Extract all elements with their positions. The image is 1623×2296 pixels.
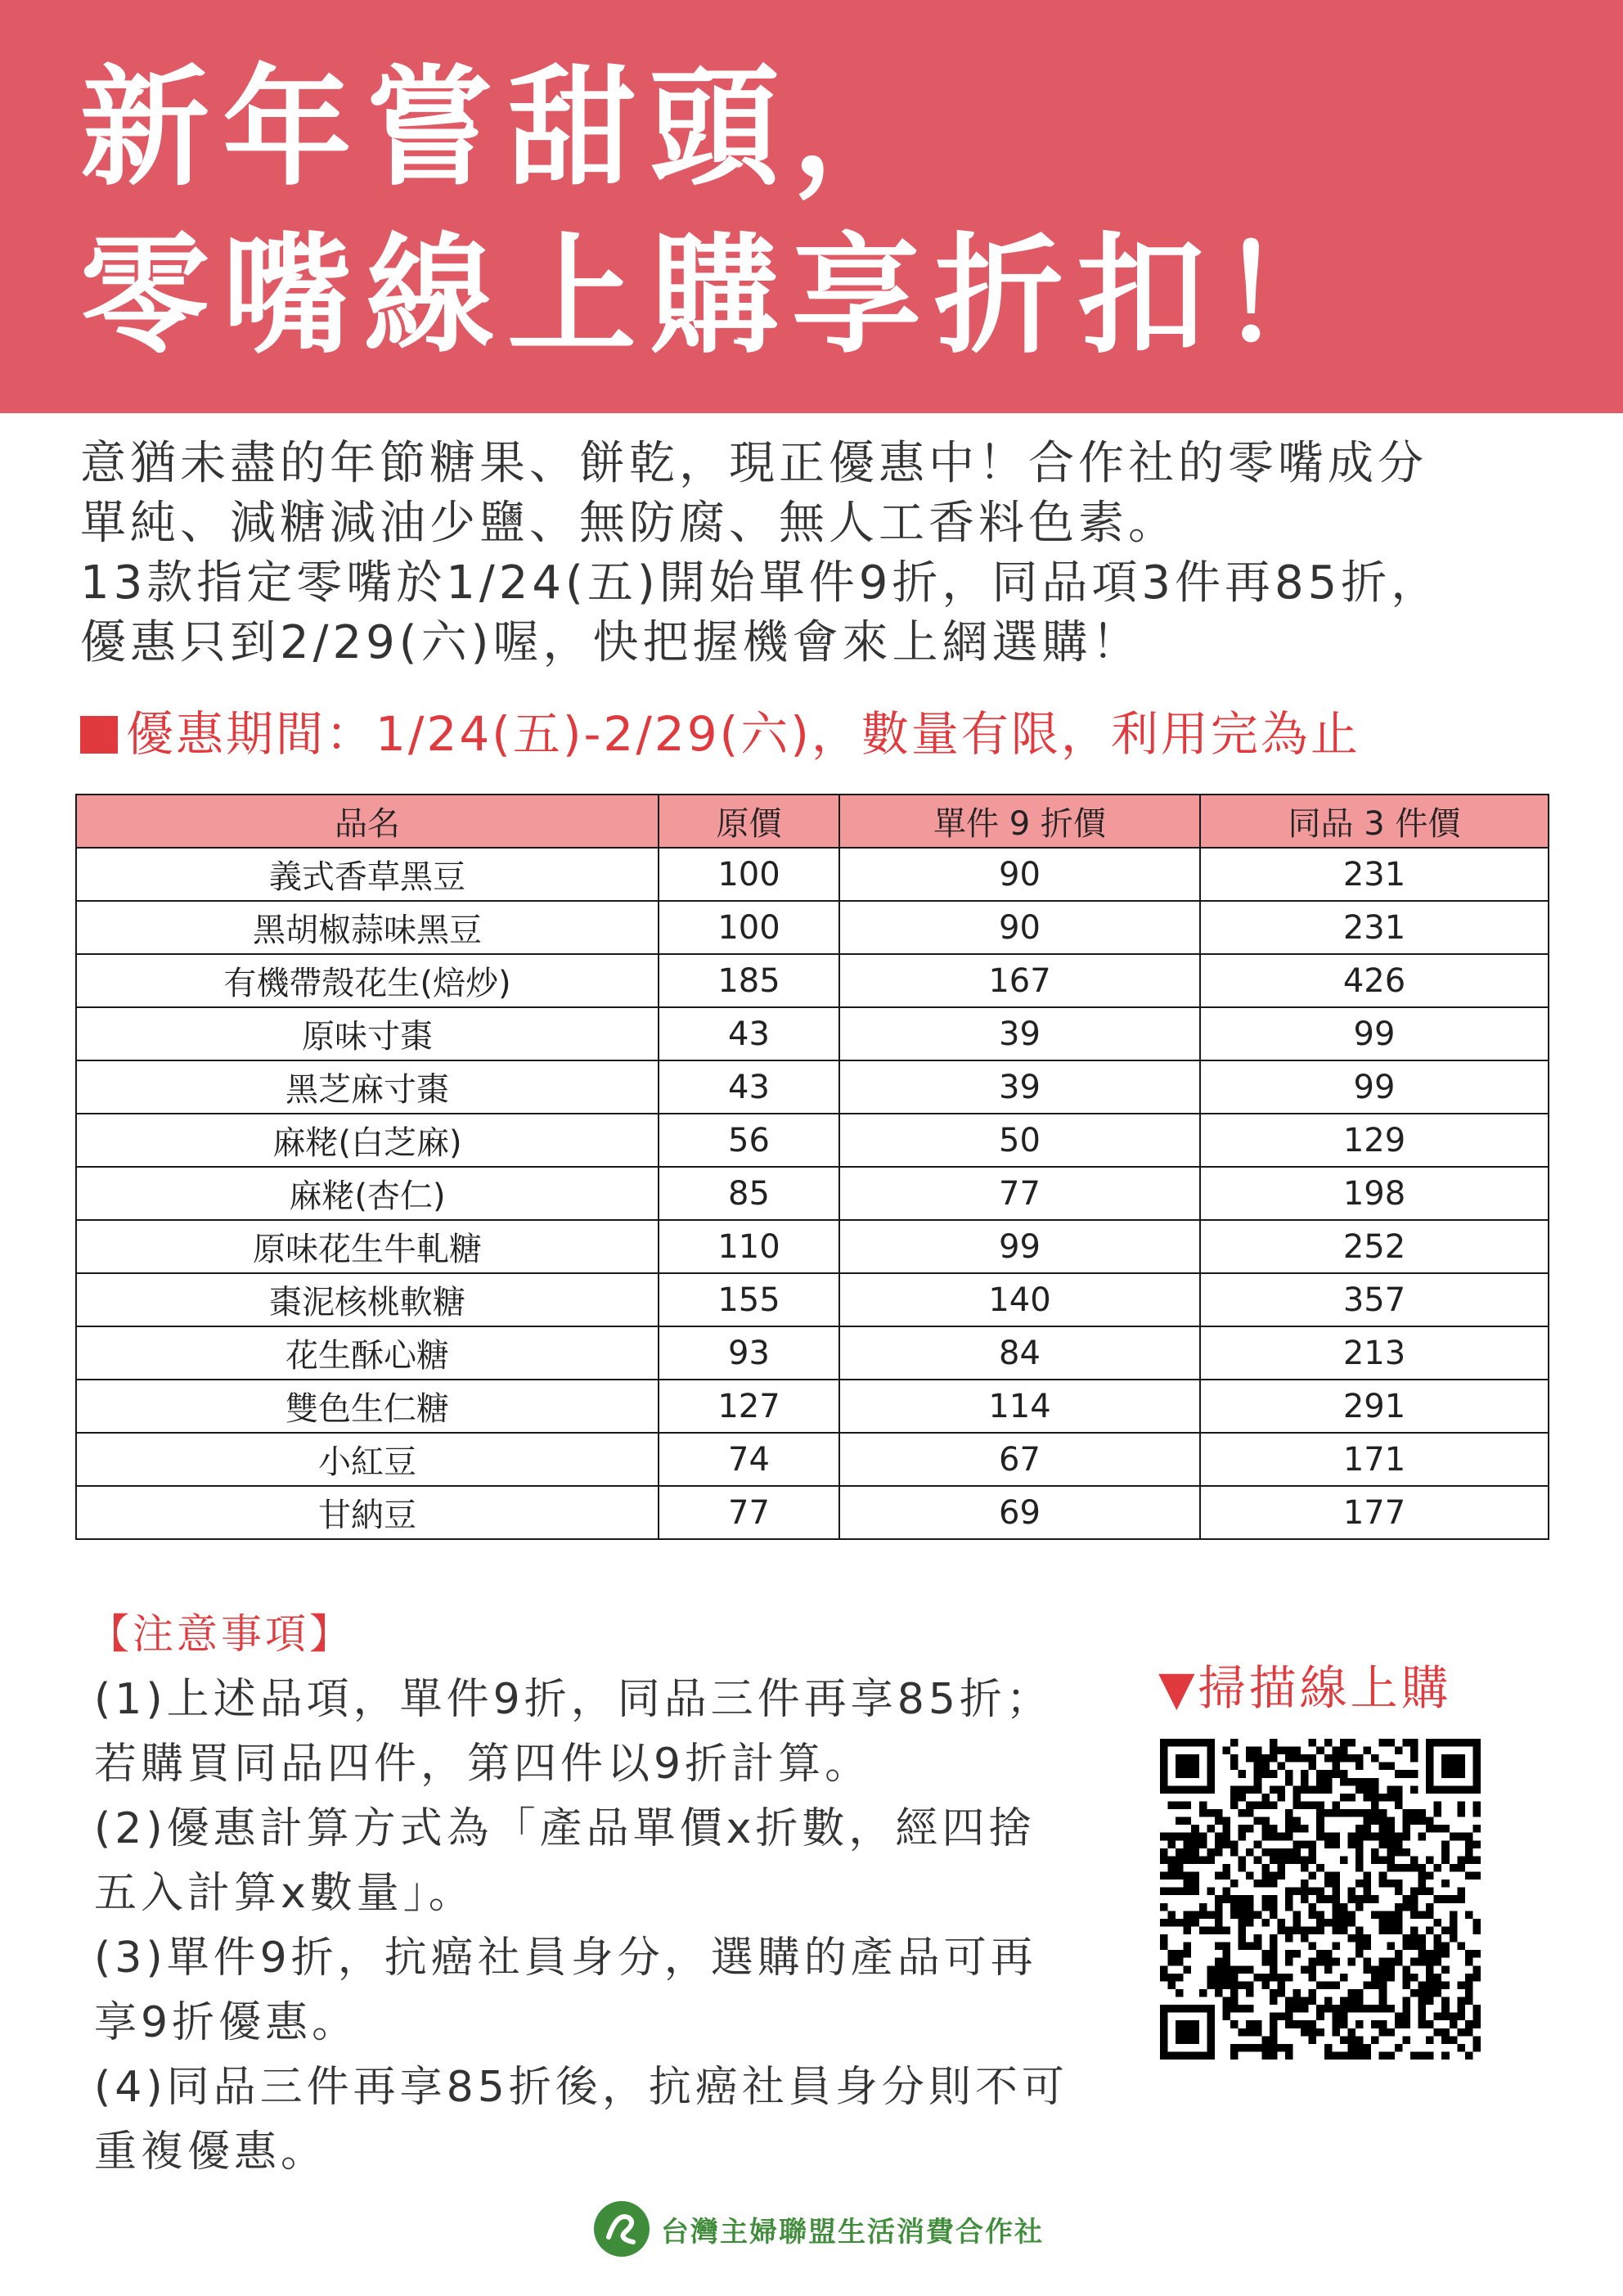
single-discount-cell: 39: [839, 1007, 1200, 1060]
single-discount-cell: 167: [839, 954, 1200, 1007]
note-line: (1)上述品項，單件9折，同品三件再享85折；: [94, 1675, 1053, 1724]
promotion-period: [80, 705, 1360, 763]
original-price-cell: 100: [659, 848, 839, 901]
table-row: [76, 1433, 1549, 1486]
original-price-cell: 77: [659, 1486, 839, 1539]
scan-online-label: ▼掃描線上購: [1158, 1660, 1452, 1716]
three-items-price-cell: 213: [1200, 1326, 1549, 1380]
original-price-cell: 74: [659, 1433, 839, 1486]
notes-title: 【注意事項】: [88, 1610, 353, 1658]
table-row: [76, 1380, 1549, 1433]
table-row: [76, 1326, 1549, 1380]
product-name-cell: 麻粩(白芝麻): [76, 1114, 659, 1167]
price-table: [75, 794, 1549, 1540]
intro-line: 13款指定零嘴於1/24(五)開始單件9折，同品項3件再85折，: [80, 556, 1441, 610]
note-line: (3)單件9折，抗癌社員身分，選購的產品可再: [94, 1934, 1037, 1983]
footer: [592, 2196, 1044, 2262]
product-name-cell: 原味寸棗: [76, 1007, 659, 1060]
intro-line: 優惠只到2/29(六)喔，快把握機會來上網選購！: [80, 616, 1142, 669]
cooperative-logo-icon: [592, 2199, 651, 2258]
single-discount-cell: 50: [839, 1114, 1200, 1167]
note-line: (4)同品三件再享85折後，抗癌社員身分則不可: [94, 2063, 1068, 2112]
table-row: [76, 1060, 1549, 1114]
col-header-original-price: 原價: [659, 795, 839, 848]
single-discount-cell: 39: [839, 1060, 1200, 1114]
product-name-cell: 花生酥心糖: [76, 1326, 659, 1380]
original-price-cell: 43: [659, 1060, 839, 1114]
three-items-price-cell: 426: [1200, 954, 1549, 1007]
product-name-cell: 黑芝麻寸棗: [76, 1060, 659, 1114]
product-name-cell: 原味花生牛軋糖: [76, 1220, 659, 1273]
table-row: [76, 848, 1549, 901]
original-price-cell: 100: [659, 901, 839, 954]
title-line-2: 零嘴線上購享折扣！: [80, 221, 1361, 371]
product-name-cell: 棗泥核桃軟糖: [76, 1273, 659, 1326]
title-banner: [0, 0, 1623, 413]
note-line: 重複優惠。: [94, 2127, 328, 2177]
qr-code[interactable]: [1160, 1739, 1481, 2060]
table-row: [76, 1486, 1549, 1539]
three-items-price-cell: 291: [1200, 1380, 1549, 1433]
table-row: [76, 1273, 1549, 1326]
table-row: [76, 1167, 1549, 1220]
table-row: [76, 901, 1549, 954]
intro-paragraph: [80, 434, 1569, 673]
three-items-price-cell: 99: [1200, 1007, 1549, 1060]
single-discount-cell: 90: [839, 901, 1200, 954]
table-row: [76, 1114, 1549, 1167]
organization-name: 台灣主婦聯盟生活消費合作社: [661, 2215, 1044, 2249]
note-line: 享9折優惠。: [94, 1998, 359, 2047]
intro-line: 意猶未盡的年節糖果、餅乾，現正優惠中！合作社的零嘴成分: [80, 437, 1427, 490]
original-price-cell: 127: [659, 1380, 839, 1433]
three-items-price-cell: 129: [1200, 1114, 1549, 1167]
note-line: (2)優惠計算方式為「產品單價x折數，經四捨: [94, 1804, 1036, 1853]
original-price-cell: 93: [659, 1326, 839, 1380]
product-name-cell: 麻粩(杏仁): [76, 1167, 659, 1220]
product-name-cell: 甘納豆: [76, 1486, 659, 1539]
table-row: [76, 954, 1549, 1007]
product-name-cell: 黑胡椒蒜味黑豆: [76, 901, 659, 954]
col-header-three-items-price: 同品 3 件價: [1200, 795, 1549, 848]
three-items-price-cell: 99: [1200, 1060, 1549, 1114]
single-discount-cell: 114: [839, 1380, 1200, 1433]
note-line: 若購買同品四件，第四件以9折計算。: [94, 1740, 872, 1789]
single-discount-cell: 69: [839, 1486, 1200, 1539]
notes-list: [94, 1668, 1117, 2185]
red-square-bullet-icon: [80, 716, 118, 754]
single-discount-cell: 84: [839, 1326, 1200, 1380]
single-discount-cell: 77: [839, 1167, 1200, 1220]
title-line-1: 新年嘗甜頭，: [80, 53, 934, 204]
original-price-cell: 110: [659, 1220, 839, 1273]
three-items-price-cell: 357: [1200, 1273, 1549, 1326]
single-discount-cell: 90: [839, 848, 1200, 901]
single-discount-cell: 140: [839, 1273, 1200, 1326]
three-items-price-cell: 231: [1200, 901, 1549, 954]
product-name-cell: 有機帶殼花生(焙炒): [76, 954, 659, 1007]
intro-line: 單純、減糖減油少鹽、無防腐、無人工香料色素。: [80, 497, 1178, 550]
product-name-cell: 小紅豆: [76, 1433, 659, 1486]
original-price-cell: 185: [659, 954, 839, 1007]
table-row: [76, 1007, 1549, 1060]
original-price-cell: 43: [659, 1007, 839, 1060]
original-price-cell: 155: [659, 1273, 839, 1326]
col-header-single-discount: 單件 9 折價: [839, 795, 1200, 848]
note-line: 五入計算x數量」。: [94, 1869, 475, 1918]
single-discount-cell: 99: [839, 1220, 1200, 1273]
three-items-price-cell: 171: [1200, 1433, 1549, 1486]
product-name-cell: 雙色生仁糖: [76, 1380, 659, 1433]
three-items-price-cell: 231: [1200, 848, 1549, 901]
three-items-price-cell: 198: [1200, 1167, 1549, 1220]
promotion-period-text: 優惠期間：1/24(五)-2/29(六)，數量有限，利用完為止: [126, 706, 1360, 762]
table-row: [76, 1220, 1549, 1273]
col-header-product: 品名: [76, 795, 659, 848]
original-price-cell: 56: [659, 1114, 839, 1167]
product-name-cell: 義式香草黑豆: [76, 848, 659, 901]
three-items-price-cell: 252: [1200, 1220, 1549, 1273]
price-table-header: [76, 795, 1549, 848]
three-items-price-cell: 177: [1200, 1486, 1549, 1539]
original-price-cell: 85: [659, 1167, 839, 1220]
single-discount-cell: 67: [839, 1433, 1200, 1486]
